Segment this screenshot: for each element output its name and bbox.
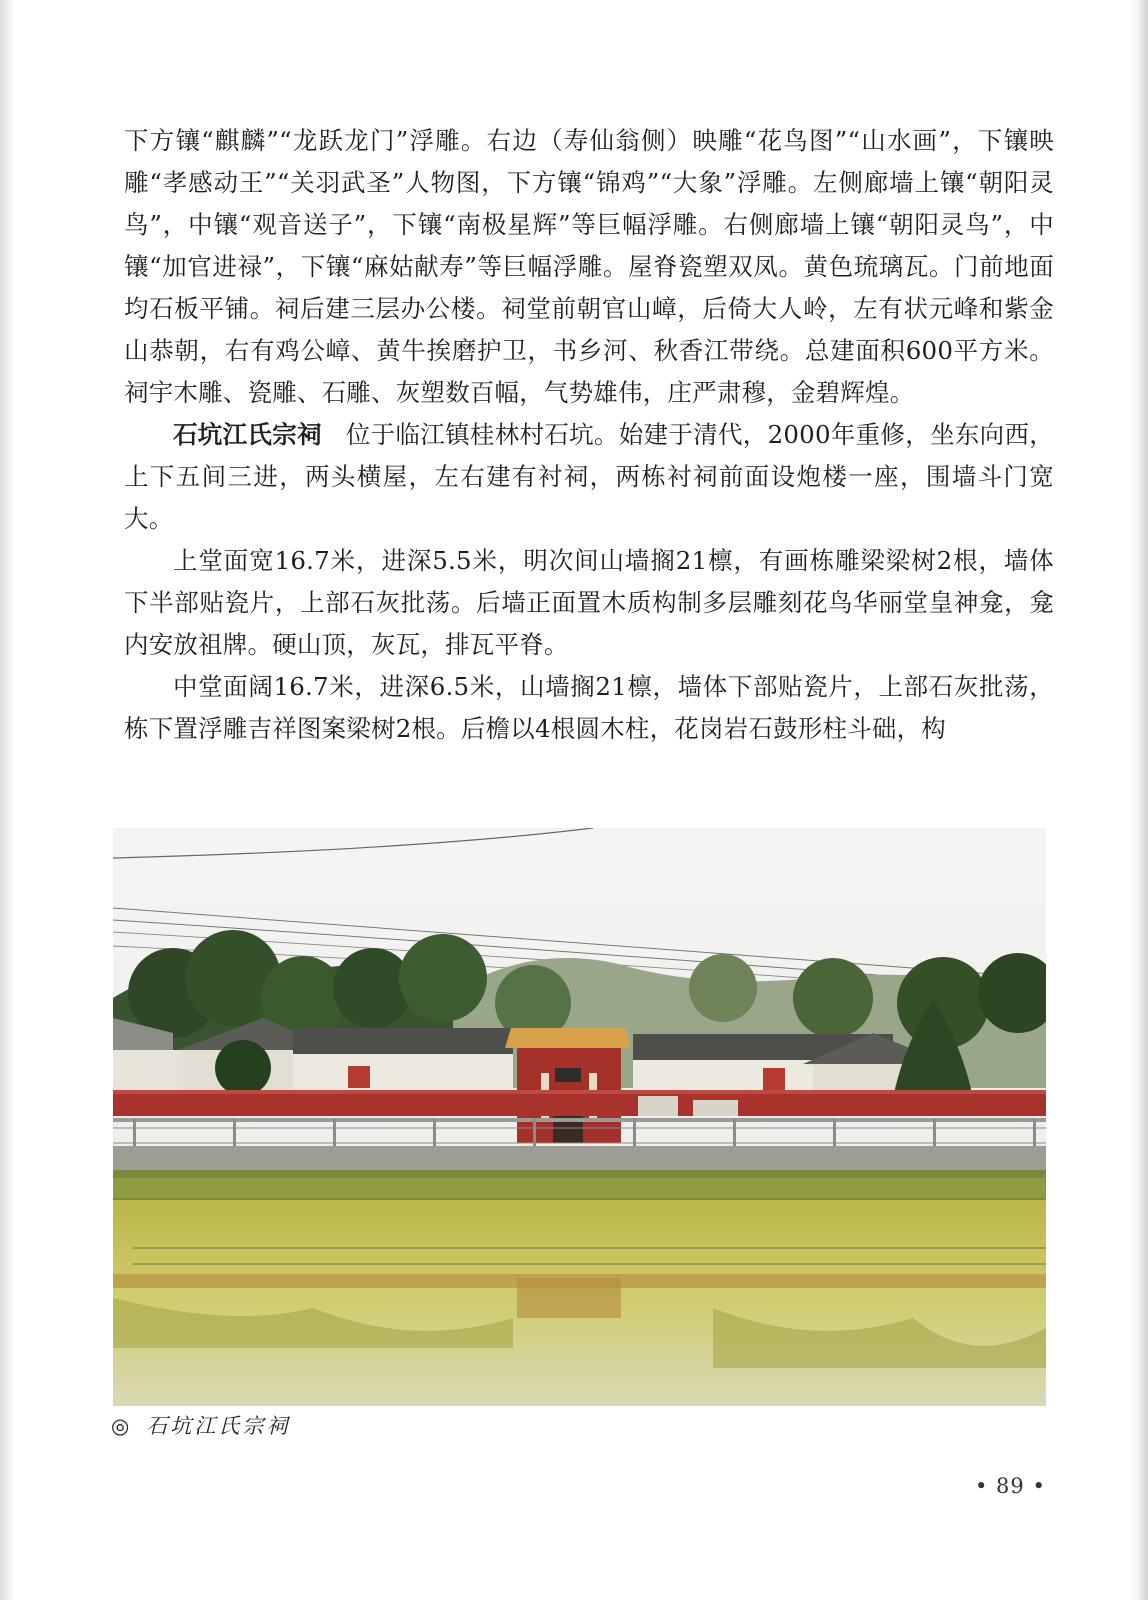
- page-number: • 89 •: [975, 1474, 1046, 1498]
- paragraph-2: [124, 414, 1054, 540]
- paragraph-2-text: 位于临江镇桂林村石坑。始建于清代，2000年重修，坐东向西，上下五间三进，两头横屋，左右建有衬祠，两栋衬祠前面设炮楼一座，围墙斗门宽大。: [124, 420, 1055, 533]
- figure-caption: [111, 1410, 290, 1440]
- paragraph-1: 下方镶“麒麟”“龙跃龙门”浮雕。右边（寿仙翁侧）映雕“花鸟图”“山水画”，下镶映雕“孝感动王”“关羽武圣”人物图，下方镶“锦鸡”“大象”浮雕。左侧廊墙上镶“朝阳灵鸟”，中镶“观音送子”，下镶“南极星辉”等巨幅浮雕。右侧廊墙上镶“朝阳灵鸟”，中镶“加官进禄”，下镶“麻姑献寿”等巨幅浮雕。屋脊瓷塑双凤。黄色琉璃瓦。门前地面均石板平铺。祠后建三层办公楼。祠堂前朝官山嶂，后倚大人岭，左有状元峰和紫金山恭朝，右有鸡公嶂、黄牛挨磨护卫，书乡河、秋香江带绕。总建面积600平方米。祠宇木雕、瓷雕、石雕、灰塑数百幅，气势雄伟，庄严肃穆，金碧辉煌。: [124, 126, 1054, 407]
- page-shadow-right: [1130, 0, 1148, 1600]
- body-text: [124, 120, 1054, 750]
- paragraph-3: 上堂面宽16.7米，进深5.5米，明次间山墙搁21檩，有画栋雕梁梁树2根，墙体下半部贴瓷片，上部石灰批荡。后墙正面置木质构制多层雕刻花鸟华丽堂皇神龛，龛内安放祖牌。硬山顶，灰瓦，排瓦平脊。: [124, 546, 1054, 659]
- caption-mark-icon: ◎: [111, 1414, 133, 1438]
- ancestral-hall-photo: [113, 828, 1046, 1406]
- caption-text: 石坑江氏宗祠: [146, 1414, 291, 1438]
- section-heading: 石坑江氏宗祠: [173, 420, 322, 449]
- photo-illustration: [113, 828, 1046, 1406]
- paragraph-4: 中堂面阔16.7米，进深6.5米，山墙搁21檩，墙体下部贴瓷片，上部石灰批荡，栋下置浮雕吉祥图案梁树2根。后檐以4根圆木柱，花岗岩石鼓形柱斗础，构: [124, 672, 1054, 743]
- page-shadow-left: [0, 0, 14, 1600]
